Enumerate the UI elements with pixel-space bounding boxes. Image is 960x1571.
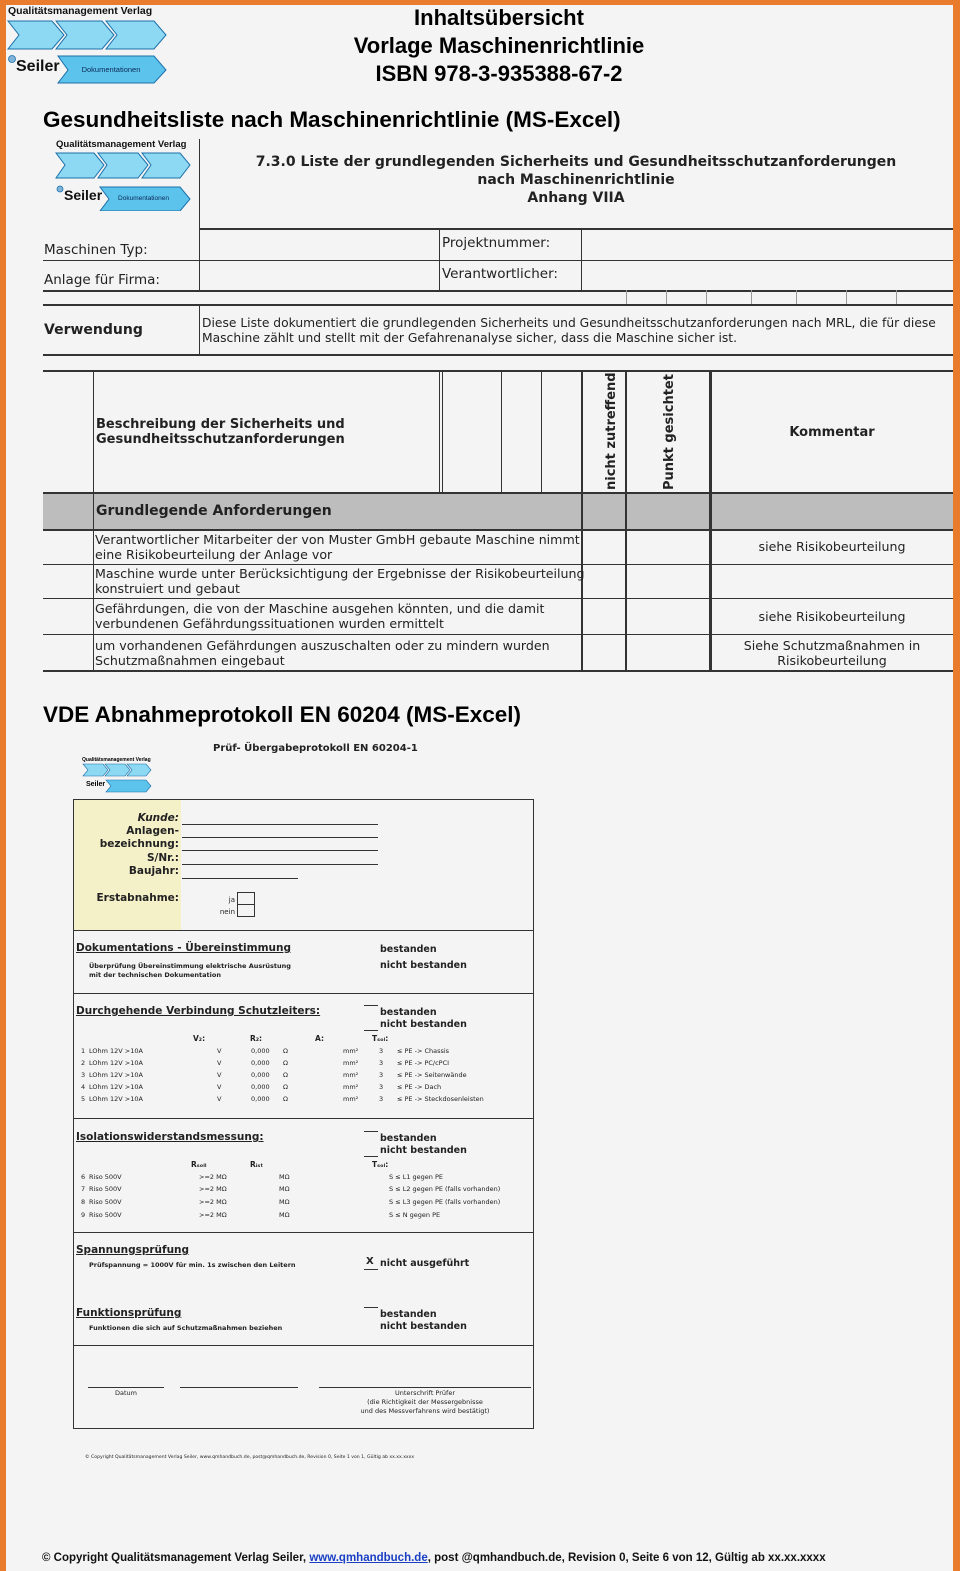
- voltage-sub: Prüfspannung = 1000V für min. 1s zwischen den Leitern: [89, 1261, 296, 1269]
- pe-pass: bestanden: [380, 1007, 437, 1018]
- doc-match-fail: nicht bestanden: [380, 960, 467, 971]
- logo-arrow-3: [106, 21, 166, 49]
- vde-logo: [82, 757, 152, 793]
- row-comment: siehe Risikobeurteilung: [758, 609, 906, 624]
- document-page: [6, 5, 953, 1571]
- serial-label: S/Nr.:: [146, 852, 179, 864]
- table-row: [95, 532, 580, 562]
- logo-name: Seiler: [16, 58, 60, 75]
- pe-header-rz: R₂:: [250, 1034, 263, 1043]
- section1-logo: [54, 139, 194, 211]
- doc-match-pass: bestanden: [380, 944, 437, 955]
- logo-name: Seiler: [64, 187, 103, 203]
- function-title: Funktionsprüfung: [76, 1307, 182, 1319]
- iso-pass: bestanden: [380, 1133, 437, 1144]
- row-comment-line: Risikobeurteilung: [777, 653, 887, 668]
- logo-arrow-2: [56, 21, 114, 49]
- row-text: Gefährdungen, die von der Maschine ausgehen könnten, und die damit: [95, 601, 545, 616]
- first-acceptance-label: Erstabnahme:: [96, 892, 179, 904]
- iso-row: 8 Riso 500V >=2 MΩ MΩ S ≤ L3 gegen PE (falls vorhanden): [81, 1198, 501, 1206]
- pe-header-vz: V₂:: [193, 1034, 206, 1043]
- section1-title: Gesundheitsliste nach Maschinenrichtlinie (MS-Excel): [43, 107, 621, 132]
- doc-match-sub2: mit der technischen Dokumentation: [89, 971, 221, 979]
- logo-tagline: Dokumentationen: [118, 195, 169, 202]
- logo-tagline: Dokumentationen: [81, 65, 141, 74]
- table-row: [95, 638, 550, 668]
- plant-label-2: bezeichnung:: [99, 838, 179, 850]
- voltage-status: nicht ausgeführt: [380, 1258, 470, 1269]
- col-not-applicable: nicht zutreffend: [604, 372, 619, 490]
- sign-note-2: und des Messverfahrens wird bestätigt): [360, 1407, 490, 1415]
- voltage-mark: X: [366, 1256, 374, 1267]
- label-plant-for: Anlage für Firma:: [44, 272, 160, 288]
- row-text: konstruiert und gebaut: [95, 581, 240, 596]
- iso-row: 7 Riso 500V >=2 MΩ MΩ S ≤ L2 gegen PE (falls vorhanden): [81, 1185, 501, 1193]
- option-yes: ja: [228, 896, 235, 904]
- logo-arrow-1: [8, 21, 64, 49]
- row-comment-line: Siehe Schutzmaßnahmen in: [743, 638, 921, 653]
- sign-note-1: (die Richtigkeit der Messergebnisse: [367, 1398, 483, 1406]
- label-responsible: Verantwortlicher:: [442, 266, 558, 282]
- row-text: Maschine wurde unter Berücksichtigung der Ergebnisse der Risikobeurteilung: [95, 566, 585, 581]
- iso-header-rsoll: Rₛₒₗₗ: [191, 1160, 207, 1169]
- logo-name: Seiler: [86, 781, 106, 788]
- usage-text-line1: Diese Liste dokumentiert die grundlegenden Sicherheits und Gesundheitsschutzanforderungen nach MRL, die für diese: [202, 316, 936, 330]
- pe-header-a: A:: [315, 1034, 324, 1043]
- function-fail: nicht bestanden: [380, 1321, 467, 1332]
- logo-top-label: Qualitätsmanagement Verlag: [56, 139, 187, 150]
- col-point-viewed: Punkt gesichtet: [662, 374, 677, 490]
- customer-label: Kunde:: [137, 812, 179, 824]
- row-text: eine Risikobeurteilung der Anlage vor: [95, 547, 333, 562]
- footer-website-link[interactable]: www.qmhandbuch.de: [309, 1552, 428, 1564]
- col-desc-line1: Beschreibung der Sicherheits und: [96, 417, 345, 432]
- label-machine-type: Maschinen Typ:: [44, 242, 148, 258]
- plant-label-1: Anlagen-: [126, 825, 179, 837]
- col-comment: Kommentar: [789, 425, 875, 440]
- logo-dot: [9, 56, 16, 63]
- pe-fail: nicht bestanden: [380, 1019, 467, 1030]
- logo-arrows-graphic: [82, 763, 152, 793]
- iso-title: Isolationswiderstandsmessung:: [76, 1131, 264, 1143]
- option-no: nein: [219, 908, 235, 916]
- function-sub: Funktionen die sich auf Schutzmaßnahmen beziehen: [89, 1324, 283, 1332]
- function-pass: bestanden: [380, 1309, 437, 1320]
- pe-row: 5 LOhm 12V >10A V 0,000 Ω mm² 3 ≤ PE -> Steckdosenleisten: [81, 1095, 484, 1103]
- doc-match-title: Dokumentations - Übereinstimmung: [76, 942, 292, 954]
- year-label: Baujahr:: [128, 865, 179, 877]
- row-text: Verantwortlicher Mitarbeiter der von Muster GmbH gebaute Maschine nimmt: [95, 532, 580, 547]
- pe-header-t: Tₛₒₗ:: [372, 1034, 389, 1043]
- iso-header-rist: Rᵢₛₜ: [250, 1160, 264, 1169]
- header-isbn: ISBN 978-3-935388-67-2: [375, 61, 623, 86]
- table-row: [95, 566, 584, 596]
- header-title: Inhaltsübersicht: [414, 5, 584, 30]
- pe-row: 3 LOhm 12V >10A V 0,000 Ω mm² 3 ≤ PE -> Seitenwände: [81, 1071, 467, 1079]
- footer-prefix: © Copyright Qualitätsmanagement Verlag Seiler,: [42, 1552, 310, 1564]
- section2-title: VDE Abnahmeprotokoll EN 60204 (MS-Excel): [43, 702, 522, 727]
- logo-top-label: Qualitätsmanagement Verlag: [82, 757, 151, 763]
- doc-match-sub1: Überprüfung Übereinstimmung elektrische Ausrüstung: [89, 962, 291, 970]
- logo-top-label: Qualitätsmanagement Verlag: [8, 5, 153, 17]
- iso-row: 9 Riso 500V >=2 MΩ MΩ S ≤ N gegen PE: [81, 1211, 441, 1219]
- vde-doc-title: Prüf- Übergabeprotokoll EN 60204-1: [213, 743, 418, 754]
- pe-title: Durchgehende Verbindung Schutzleiters:: [76, 1005, 321, 1017]
- publisher-logo: [6, 5, 171, 85]
- voltage-title: Spannungsprüfung: [76, 1244, 190, 1256]
- sign-date-label: Datum: [115, 1389, 137, 1397]
- doc-title-line3: Anhang VIIA: [527, 190, 625, 206]
- pe-row: 2 LOhm 12V >10A V 0,000 Ω mm² 3 ≤ PE -> PC/cPCI: [81, 1059, 450, 1067]
- col-desc-line2: Gesundheitsschutzanforderungen: [96, 432, 345, 447]
- label-project-no: Projektnummer:: [442, 235, 551, 251]
- doc-title-line1: 7.3.0 Liste der grundlegenden Sicherheits und Gesundheitsschutzanforderungen: [255, 154, 897, 170]
- sign-signature-label: Unterschrift Prüfer: [394, 1389, 455, 1397]
- iso-row: 6 Riso 500V >=2 MΩ MΩ S ≤ L1 gegen PE: [81, 1173, 443, 1181]
- row-text: verbundenen Gefährdungssituationen wurden ermittelt: [95, 616, 444, 631]
- row-text: um vorhandenen Gefährdungen auszuschalten oder zu mindern wurden: [95, 638, 550, 653]
- iso-fail: nicht bestanden: [380, 1145, 467, 1156]
- row-comment: [712, 638, 952, 668]
- table-row: [95, 601, 544, 631]
- doc-title-line2: nach Maschinenrichtlinie: [477, 172, 675, 188]
- header-subtitle: Vorlage Maschinenrichtlinie: [353, 33, 645, 58]
- pe-row: 4 LOhm 12V >10A V 0,000 Ω mm² 3 ≤ PE -> Dach: [81, 1083, 442, 1091]
- usage-label: Verwendung: [44, 322, 143, 338]
- row-text: Schutzmaßnahmen eingebaut: [95, 653, 285, 668]
- vde-footer: © Copyright Qualitätsmanagement Verlag Seiler, www.qmhandbuch.de, post@qmhandbuch.de, Revision 0, Seite 1 von 1, Gültig ab xx.xx.xxxx: [85, 1455, 415, 1460]
- no-checkbox[interactable]: [237, 904, 255, 917]
- footer-rest: , post @qmhandbuch.de, Revision 0, Seite 6 von 12, Gültig ab xx.xx.xxxx: [427, 1552, 826, 1564]
- usage-text-line2: Maschine zählt und stellt mit der Gefahrenanalyse sicher, dass die Maschine sicher ist.: [202, 331, 738, 345]
- page-footer: [42, 1552, 826, 1564]
- row-comment: siehe Risikobeurteilung: [758, 539, 906, 554]
- iso-header-t: Tₛₒₗ:: [372, 1160, 389, 1169]
- group-header: Grundlegende Anforderungen: [96, 503, 332, 519]
- pe-row: 1 LOhm 12V >10A V 0,000 Ω mm² 3 ≤ PE -> Chassis: [81, 1047, 450, 1055]
